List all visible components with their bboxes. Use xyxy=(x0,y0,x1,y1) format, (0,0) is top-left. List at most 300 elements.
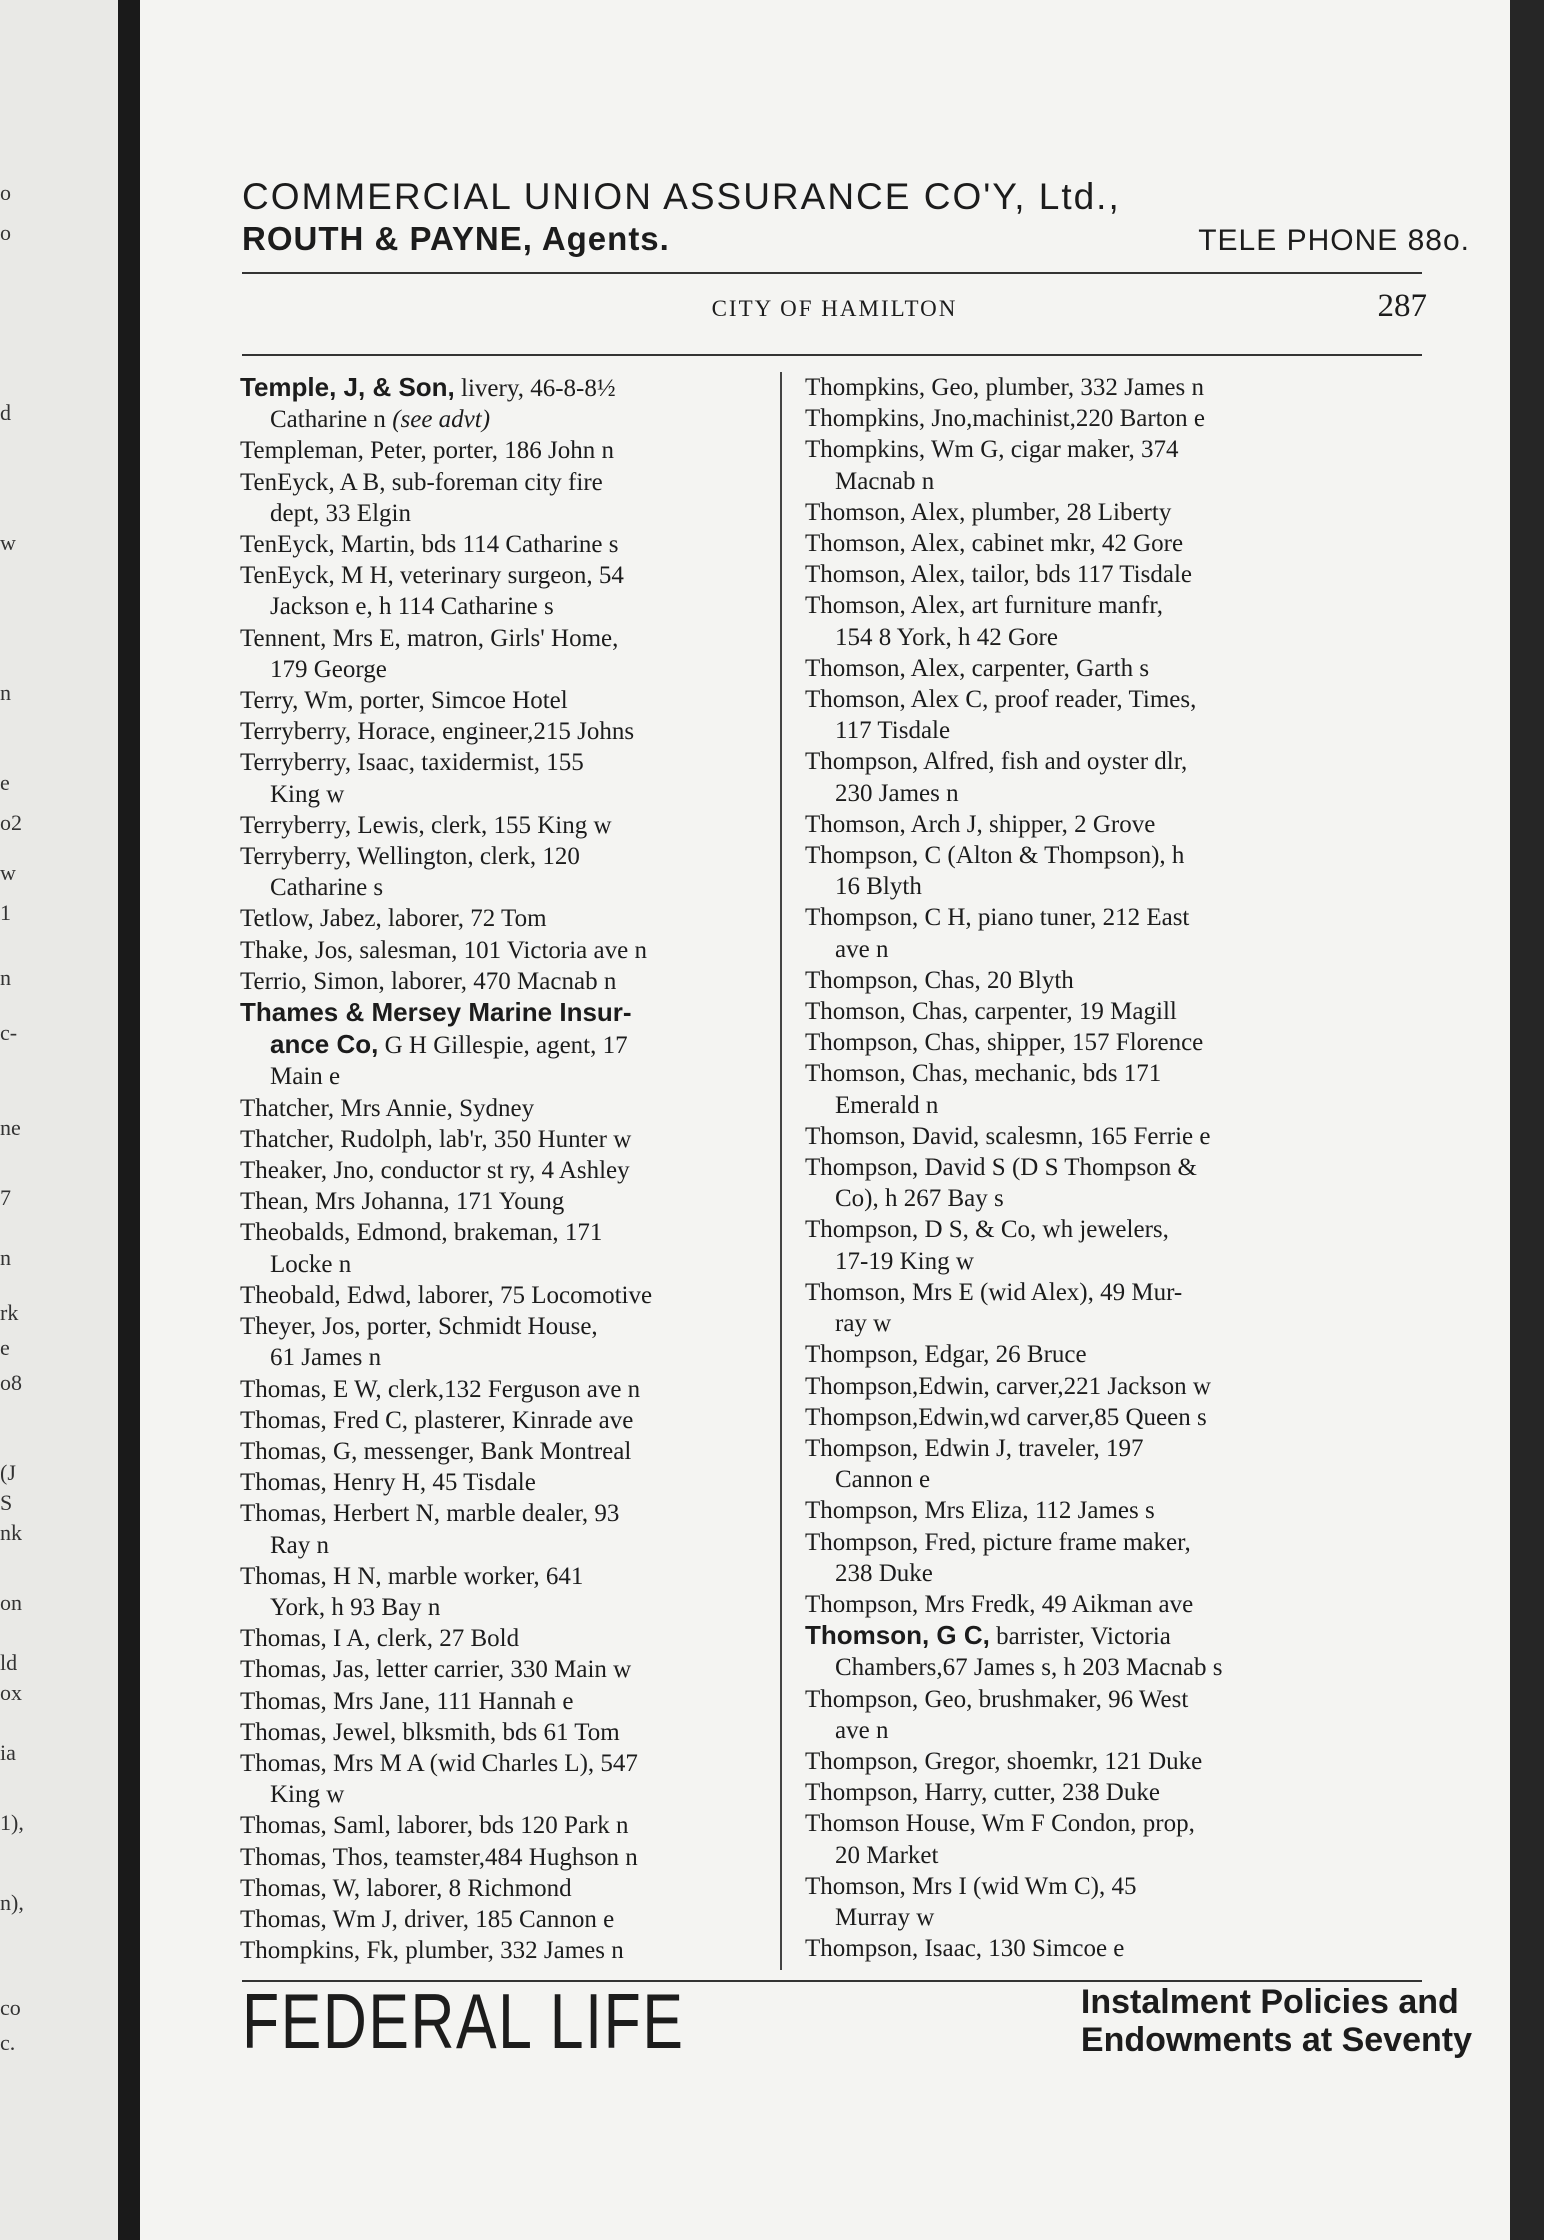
directory-entry xyxy=(240,841,780,903)
entry-name: TenEyck, xyxy=(240,468,335,496)
previous-page-fragment: o8 xyxy=(0,1370,22,1395)
previous-page-fragment: n xyxy=(0,680,11,705)
previous-page-fragment: o xyxy=(0,180,11,205)
entry-details: Mrs Annie, Sydney xyxy=(334,1094,535,1122)
previous-page-fragment: rk xyxy=(0,1300,19,1325)
entry-name: Thompson, xyxy=(805,904,919,932)
entry-details: Thos, teamster,484 Hughson n xyxy=(326,1843,638,1871)
entry-details: Jno,machinist,220 Barton e xyxy=(925,405,1205,433)
entry-details: livery, 46-8-8½ xyxy=(454,375,616,402)
directory-entry xyxy=(805,1214,1345,1276)
entry-name: Thompson, xyxy=(805,1528,919,1556)
entry-details: Jewel, blksmith, bds 61 Tom xyxy=(326,1718,620,1746)
entry-details: C H, piano tuner, 212 East xyxy=(918,904,1190,932)
directory-entry xyxy=(805,746,1345,808)
directory-entry xyxy=(805,1808,1345,1870)
directory-entry xyxy=(240,623,780,685)
entry-details: Edmond, brakeman, 171 xyxy=(350,1219,603,1247)
entry-name: Thomas, xyxy=(240,1749,327,1777)
directory-entry xyxy=(805,1152,1345,1214)
previous-page-fragment: ox xyxy=(0,1680,22,1705)
entry-continuation xyxy=(240,654,780,685)
entry-details: Mrs Eliza, 112 James s xyxy=(918,1497,1155,1525)
directory-entry xyxy=(240,1498,780,1560)
previous-page-fragment: co xyxy=(0,1995,21,2020)
directory-entry xyxy=(805,1746,1345,1777)
entry-continuation-text: Locke n xyxy=(270,1250,352,1278)
entry-continuation-2: Main e xyxy=(270,1063,341,1091)
entry-continuation-text: Jackson e, h 114 Catharine s xyxy=(270,593,554,621)
entry-name: Thompkins, xyxy=(240,1937,361,1965)
entry-name: Thomson House, xyxy=(805,1810,976,1838)
entry-details: Harry, cutter, 238 Duke xyxy=(918,1779,1160,1807)
previous-page-fragment: (J xyxy=(0,1460,16,1485)
entry-details: Chas, 20 Blyth xyxy=(918,966,1074,994)
entry-details: E W, clerk,132 Ferguson ave n xyxy=(326,1375,641,1403)
entry-name: Thatcher, xyxy=(240,1094,335,1122)
entry-details: A B, sub-foreman city fire xyxy=(334,468,603,496)
entry-continuation-text: 17-19 King w xyxy=(835,1247,974,1275)
directory-entry xyxy=(805,1527,1345,1589)
directory-entry xyxy=(805,1777,1345,1808)
entry-continuation xyxy=(240,1029,780,1061)
entry-continuation-text: Catharine s xyxy=(270,874,384,902)
directory-entry xyxy=(805,1402,1345,1433)
entry-name: Thomson, xyxy=(805,561,906,589)
entry-name: Thompkins, xyxy=(805,374,926,401)
right-column xyxy=(805,372,1345,1964)
header-rule xyxy=(242,272,1422,274)
entry-name: Thomson, xyxy=(805,1872,906,1900)
entry-continuation xyxy=(805,1246,1345,1277)
bottom-advertisement xyxy=(242,1977,1480,2065)
previous-page-fragment: w xyxy=(0,530,16,555)
directory-entry xyxy=(805,902,1345,964)
entry-continuation-text: Macnab n xyxy=(835,467,935,495)
directory-entry xyxy=(805,1027,1345,1058)
entry-name: Theyer, xyxy=(240,1313,317,1341)
entry-details: barrister, Victoria xyxy=(989,1623,1171,1651)
directory-entry xyxy=(240,747,780,809)
previous-page-fragment: e xyxy=(0,1335,10,1360)
entry-continuation-text: ave n xyxy=(835,935,889,963)
directory-entry xyxy=(805,372,1345,403)
entry-details: Alex, plumber, 28 Liberty xyxy=(905,498,1172,526)
previous-page-fragment: nk xyxy=(0,1520,22,1545)
directory-entry xyxy=(240,1935,780,1966)
entry-continuation-text: King w xyxy=(270,780,345,808)
page-right-edge xyxy=(1510,0,1544,2240)
entry-details: David S (D S Thompson & xyxy=(918,1154,1197,1182)
directory-entry xyxy=(240,1654,780,1685)
entry-name: Thompson, xyxy=(805,1434,919,1462)
entry-details: H N, marble worker, 641 xyxy=(326,1562,584,1590)
entry-details: Simon, laborer, 470 Macnab n xyxy=(306,967,617,995)
directory-entry xyxy=(240,685,780,716)
directory-entry xyxy=(805,1371,1345,1402)
directory-entry xyxy=(240,1623,780,1654)
ad-tagline-line2: Endowments at Seventy xyxy=(1080,2021,1472,2059)
entry-details: Peter, porter, 186 John n xyxy=(363,437,614,465)
entry-details: Chas, carpenter, 19 Magill xyxy=(905,998,1177,1026)
entry-name: Thomas, xyxy=(240,1469,327,1497)
entry-details: Edwin,wd carver,85 Queen s xyxy=(918,1403,1207,1431)
directory-entry xyxy=(240,435,780,466)
entry-details: Chas, mechanic, bds 171 xyxy=(905,1060,1162,1088)
entry-name: Thomas, xyxy=(240,1437,327,1465)
entry-details: Edwin J, traveler, 197 xyxy=(918,1434,1144,1462)
entry-details: Mrs Johanna, 171 Young xyxy=(308,1188,565,1216)
ad-tagline xyxy=(1081,1983,1480,2059)
entry-details: Rudolph, lab'r, 350 Hunter w xyxy=(334,1125,632,1153)
entry-details: Alex, carpenter, Garth s xyxy=(905,654,1150,682)
entry-name: Thomas, xyxy=(240,1625,327,1653)
entry-details: Lewis, clerk, 155 King w xyxy=(351,811,612,839)
entry-name: Thompson, xyxy=(805,1372,919,1400)
directory-entry xyxy=(240,997,780,1093)
previous-page-fragment: o2 xyxy=(0,810,22,835)
entry-continuation-text: 238 Duke xyxy=(835,1559,933,1587)
ad-tagline-line1: Instalment Policies and xyxy=(1080,1983,1459,2021)
entry-continuation xyxy=(805,1558,1345,1589)
previous-page-fragment: S xyxy=(0,1490,13,1515)
entry-details: Jos, salesman, 101 Victoria ave n xyxy=(308,936,647,964)
previous-page-fragment: ia xyxy=(0,1740,16,1765)
previous-page-fragment: ld xyxy=(0,1650,18,1675)
entry-name: Terryberry, xyxy=(240,718,352,746)
directory-entry xyxy=(805,1433,1345,1495)
entry-name: Thomas, xyxy=(240,1874,327,1902)
entry-name: Thompson, xyxy=(805,1747,919,1775)
directory-entry xyxy=(240,1374,780,1405)
entry-continuation xyxy=(805,622,1345,653)
entry-name: Terryberry, xyxy=(240,749,352,777)
entry-name: Thomas, xyxy=(240,1375,327,1403)
directory-entry xyxy=(240,1686,780,1717)
entry-details: Mrs I (wid Wm C), 45 xyxy=(905,1872,1137,1900)
federal-life-logo: FEDERAL LIFE xyxy=(242,1977,685,2065)
entry-name: Thompson, xyxy=(805,1685,919,1713)
entry-continuation xyxy=(240,872,780,903)
entry-continuation-text: 16 Blyth xyxy=(835,873,922,901)
entry-name: Thomson, xyxy=(805,810,906,838)
entry-continuation-text: 179 George xyxy=(270,655,387,683)
directory-entry xyxy=(805,965,1345,996)
entry-continuation-text: Chambers,67 James s, h 203 Macnab s xyxy=(835,1654,1223,1682)
entry-name: Thomson, xyxy=(805,998,906,1026)
entry-name: Thomson, G C, xyxy=(805,1620,990,1651)
previous-page-fragment: n xyxy=(0,965,11,990)
entry-continuation xyxy=(805,466,1345,497)
previous-page-fragment: 1), xyxy=(0,1810,24,1835)
entry-name: Temple, J, & Son, xyxy=(240,372,455,402)
directory-entry xyxy=(240,560,780,622)
entry-name: Thomas, xyxy=(240,1718,327,1746)
entry-name: Thomas, xyxy=(240,1406,327,1434)
previous-page-fragment: c- xyxy=(0,1020,18,1045)
entry-continuation xyxy=(805,1652,1345,1683)
previous-page-fragment: 7 xyxy=(0,1185,11,1210)
previous-page-fragment: ne xyxy=(0,1115,21,1140)
entry-details: G, messenger, Bank Montreal xyxy=(326,1437,632,1465)
directory-entry xyxy=(805,590,1345,652)
entry-name: Thomas, xyxy=(240,1562,327,1590)
entry-details: Alex, art furniture manfr, xyxy=(905,592,1163,620)
previous-page-fragment: on xyxy=(0,1590,22,1615)
entry-name: Thatcher, xyxy=(240,1125,335,1153)
entry-details: I A, clerk, 27 Bold xyxy=(326,1625,520,1653)
entry-details: M H, veterinary surgeon, 54 xyxy=(334,562,624,590)
entry-details: Henry H, 45 Tisdale xyxy=(326,1469,536,1497)
directory-entry xyxy=(240,1810,780,1841)
directory-entry xyxy=(805,840,1345,902)
entry-details: D S, & Co, wh jewelers, xyxy=(918,1216,1169,1244)
directory-entry xyxy=(240,716,780,747)
entry-name: Thomson, xyxy=(805,530,906,558)
directory-entry xyxy=(240,529,780,560)
entry-continuation xyxy=(240,498,780,529)
entry-continuation xyxy=(240,1249,780,1280)
top-advertisement xyxy=(242,176,1480,258)
entry-name: Thompson, xyxy=(805,1029,919,1057)
directory-entry xyxy=(240,1155,780,1186)
directory-entry xyxy=(805,497,1345,528)
entry-name: Thompson, xyxy=(805,1341,919,1369)
entry-name: Theobald, xyxy=(240,1281,341,1309)
entry-details: Wellington, clerk, 120 xyxy=(351,843,580,871)
entry-details: Isaac, taxidermist, 155 xyxy=(351,749,584,777)
entry-continuation xyxy=(805,1183,1345,1214)
directory-entry xyxy=(805,403,1345,434)
entry-name: Thomas, xyxy=(240,1905,327,1933)
entry-details: Jabez, laborer, 72 Tom xyxy=(313,905,547,933)
entry-details: Jno, conductor st ry, 4 Ashley xyxy=(327,1157,630,1185)
entry-details: Wm J, driver, 185 Cannon e xyxy=(326,1905,615,1933)
previous-page-fragment: w xyxy=(0,860,16,885)
entry-details: Fk, plumber, 332 James n xyxy=(360,1937,624,1965)
directory-entry xyxy=(805,809,1345,840)
entry-details: Arch J, shipper, 2 Grove xyxy=(905,810,1156,838)
entry-name: Thompson, xyxy=(805,1216,919,1244)
entry-details: Alex, cabinet mkr, 42 Gore xyxy=(905,530,1184,558)
directory-entry xyxy=(240,935,780,966)
previous-page-fragment: 1 xyxy=(0,900,11,925)
entry-continuation-text: King w xyxy=(270,1781,345,1809)
directory-entry xyxy=(240,372,780,435)
entry-details: Chas, shipper, 157 Florence xyxy=(918,1029,1204,1057)
entry-name: Thake, xyxy=(240,936,309,964)
entry-continuation xyxy=(805,871,1345,902)
entry-continuation xyxy=(805,1090,1345,1121)
directory-entry xyxy=(805,1495,1345,1526)
running-title: CITY OF HAMILTON xyxy=(711,296,958,321)
directory-entry xyxy=(805,434,1345,496)
entry-name: Thompson, xyxy=(805,1779,919,1807)
previous-page-fragment: o xyxy=(0,220,11,245)
entry-details: Herbert N, marble dealer, 93 xyxy=(326,1500,620,1528)
entry-name: Thompkins, xyxy=(805,436,926,464)
entry-continuation-text: 117 Tisdale xyxy=(835,717,951,745)
directory-entry xyxy=(240,1873,780,1904)
column-divider xyxy=(780,372,782,1970)
entry-details: Jos, porter, Schmidt House, xyxy=(316,1313,598,1341)
entry-continuation xyxy=(805,1902,1345,1933)
directory-entry xyxy=(805,653,1345,684)
directory-entry xyxy=(805,559,1345,590)
left-column xyxy=(240,372,780,1966)
entry-name: Thompson, xyxy=(805,842,919,870)
previous-page-fragment: n), xyxy=(0,1890,24,1915)
entry-details: Mrs E, matron, Girls' Home, xyxy=(326,624,619,652)
entry-continuation xyxy=(805,1308,1345,1339)
entry-continuation-text: Catharine n xyxy=(270,406,393,434)
entry-details: C (Alton & Thompson), h xyxy=(918,842,1185,870)
directory-entry xyxy=(240,1405,780,1436)
entry-name: Thean, xyxy=(240,1188,309,1216)
directory-entry xyxy=(805,1684,1345,1746)
entry-continuation xyxy=(240,779,780,810)
directory-entry xyxy=(805,1339,1345,1370)
directory-entry xyxy=(240,1311,780,1373)
directory-page xyxy=(140,0,1510,2240)
entry-continuation-text: 61 James n xyxy=(270,1344,382,1372)
previous-page-fragment: c. xyxy=(0,2030,16,2055)
directory-entry xyxy=(240,1124,780,1155)
entry-name: Theaker, xyxy=(240,1157,328,1185)
running-head xyxy=(242,288,1427,324)
directory-entry xyxy=(805,1589,1345,1620)
directory-entry xyxy=(805,684,1345,746)
entry-continuation xyxy=(240,404,780,435)
entry-continuation-bold: ance Co, xyxy=(270,1029,379,1060)
entry-continuation-text: 20 Market xyxy=(835,1841,939,1869)
entry-details: Wm F Condon, prop, xyxy=(975,1810,1195,1838)
entry-details: Alfred, fish and oyster dlr, xyxy=(918,748,1188,776)
entry-name: TenEyck, xyxy=(240,562,335,590)
entry-continuation-text: ave n xyxy=(835,1716,889,1744)
entry-name: Tennent, xyxy=(240,624,327,652)
entry-name: Thomas, xyxy=(240,1500,327,1528)
entry-details: Edwd, laborer, 75 Locomotive xyxy=(340,1281,653,1309)
entry-continuation-text: dept, 33 Elgin xyxy=(270,499,411,527)
entry-continuation xyxy=(805,1464,1345,1495)
directory-entry xyxy=(240,1217,780,1279)
directory-entry xyxy=(805,996,1345,1027)
entry-name: Thomson, xyxy=(805,592,906,620)
entry-details: Martin, bds 114 Catharine s xyxy=(334,531,619,559)
entry-continuation-text: York, h 93 Bay n xyxy=(270,1593,441,1621)
entry-continuation-text: ray w xyxy=(835,1310,892,1338)
entry-continuation-text: 230 James n xyxy=(835,779,959,807)
entry-name: Thompson, xyxy=(805,1590,919,1618)
directory-entry xyxy=(805,528,1345,559)
directory-entry xyxy=(240,1904,780,1935)
entry-continuation-text: Murray w xyxy=(835,1903,935,1931)
entry-name: Thomson, xyxy=(805,498,906,526)
entry-name: Theobalds, xyxy=(240,1219,351,1247)
entry-continuation xyxy=(805,934,1345,965)
entry-details: Geo, brushmaker, 96 West xyxy=(918,1685,1189,1713)
directory-entry xyxy=(240,1186,780,1217)
entry-name: Thomson, xyxy=(805,654,906,682)
entry-name: TenEyck, xyxy=(240,531,335,559)
binding-gutter xyxy=(118,0,140,2240)
entry-name: Terryberry, xyxy=(240,843,352,871)
directory-entry xyxy=(805,1871,1345,1933)
directory-entry xyxy=(240,810,780,841)
entry-name: Thompson, xyxy=(805,1154,919,1182)
entry-details: Isaac, 130 Simcoe e xyxy=(918,1935,1125,1963)
entry-continuation xyxy=(805,715,1345,746)
entry-continuation-text: G H Gillespie, agent, 17 xyxy=(378,1032,628,1060)
entry-name: Thomas, xyxy=(240,1843,327,1871)
previous-page-edge xyxy=(0,0,118,2240)
entry-name: Thompson, xyxy=(805,1403,919,1431)
directory-entry xyxy=(240,1467,780,1498)
directory-entry xyxy=(805,1121,1345,1152)
entry-continuation-text: Ray n xyxy=(270,1531,330,1559)
entry-details: Saml, laborer, bds 120 Park n xyxy=(326,1812,629,1840)
entry-details: Geo, plumber, 332 James n xyxy=(925,374,1204,401)
entry-name: Thames & Mersey Marine Insur- xyxy=(240,997,632,1028)
entry-details: Fred, picture frame maker, xyxy=(918,1528,1191,1556)
entry-continuation xyxy=(240,1342,780,1373)
entry-continuation xyxy=(240,591,780,622)
entry-name: Terrio, xyxy=(240,967,307,995)
entry-see-advt: (see advt) xyxy=(392,406,491,434)
entry-details: Wm, porter, Simcoe Hotel xyxy=(298,687,568,715)
directory-entry xyxy=(240,903,780,934)
running-head-rule xyxy=(242,354,1422,356)
entry-name: Thompson, xyxy=(805,1935,919,1963)
entry-name: Thomson, xyxy=(805,1060,906,1088)
entry-continuation xyxy=(805,778,1345,809)
entry-name: Thomson, xyxy=(805,1122,906,1150)
entry-name: Thompson, xyxy=(805,966,919,994)
entry-name: Templeman, xyxy=(240,437,364,465)
entry-continuation-text: Co), h 267 Bay s xyxy=(835,1185,1004,1213)
directory-entry xyxy=(240,1748,780,1810)
entry-name: Thomson, xyxy=(805,1278,906,1306)
entry-details: Fred C, plasterer, Kinrade ave xyxy=(326,1406,634,1434)
entry-name: Thomson, xyxy=(805,686,906,714)
directory-entry xyxy=(240,1717,780,1748)
directory-entry xyxy=(240,966,780,997)
entry-details: W, laborer, 8 Richmond xyxy=(326,1874,572,1902)
entry-name: Thomas, xyxy=(240,1687,327,1715)
entry-details: Mrs Fredk, 49 Aikman ave xyxy=(918,1590,1194,1618)
directory-entry xyxy=(240,1436,780,1467)
entry-name: Thompson, xyxy=(805,1497,919,1525)
entry-name: Thompson, xyxy=(805,748,919,776)
entry-details: Wm G, cigar maker, 374 xyxy=(925,436,1179,464)
previous-page-fragment: d xyxy=(0,400,11,425)
entry-details: Edwin, carver,221 Jackson w xyxy=(918,1372,1211,1400)
entry-details: Jas, letter carrier, 330 Main w xyxy=(326,1656,632,1684)
entry-details: David, scalesmn, 165 Ferrie e xyxy=(905,1122,1211,1150)
previous-page-fragment: e xyxy=(0,770,10,795)
directory-entry xyxy=(240,467,780,529)
ad-telephone: TELE PHONE 88o. xyxy=(1198,224,1470,257)
ad-agents: ROUTH & PAYNE, Agents. xyxy=(242,220,670,257)
entry-details: Alex, tailor, bds 117 Tisdale xyxy=(905,561,1192,589)
ad-company-title: COMMERCIAL UNION ASSURANCE CO'Y, Ltd., xyxy=(242,176,1121,217)
entry-details: Mrs M A (wid Charles L), 547 xyxy=(326,1749,638,1777)
entry-name: Thomas, xyxy=(240,1812,327,1840)
directory-entry xyxy=(240,1093,780,1124)
entry-details: Edgar, 26 Bruce xyxy=(918,1341,1087,1369)
entry-name: Terry, xyxy=(240,687,299,715)
